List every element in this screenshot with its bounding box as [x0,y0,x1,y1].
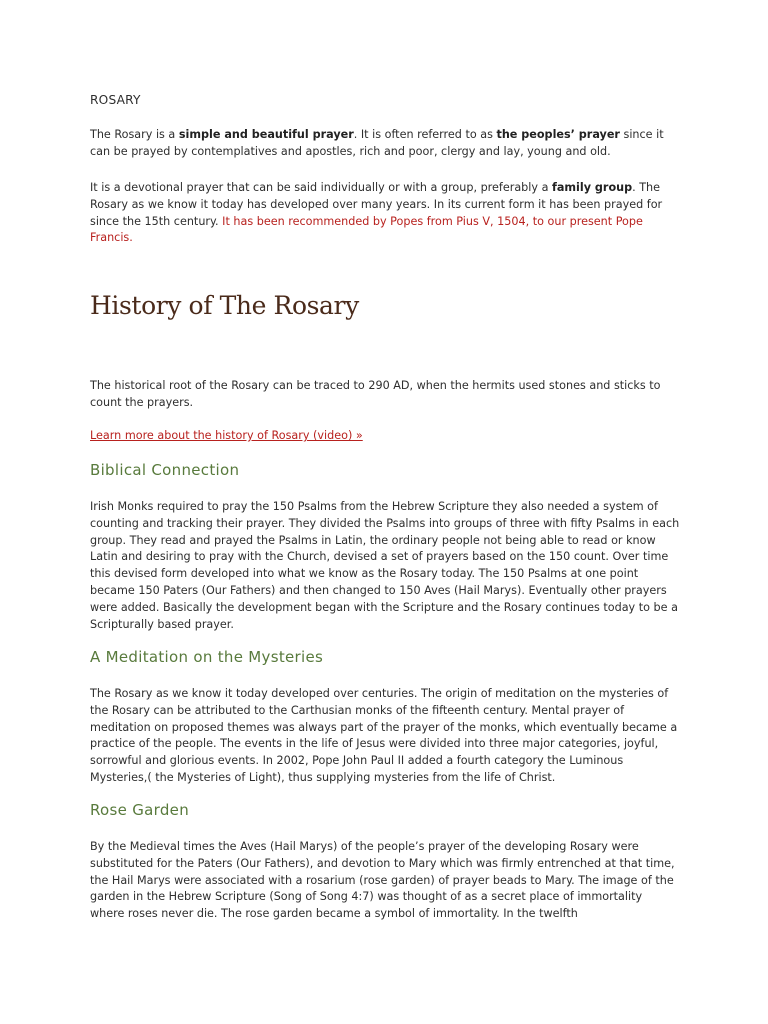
biblical-connection-paragraph: Irish Monks required to pray the 150 Psalms from the Hebrew Scripture they also needed a system of counting and tracking their prayer. They divided the Psalms into groups of three with fifty Psalms in each group. They read and prayed the Psalms in Latin, the ordinary people not being able to read or know Latin and desiring to pray with the Church, devised a set of prayers based on the 150 count. Over time this devised form developed into what we know as the Rosary today. The 150 Psalms at one point became 150 Paters (Our Fathers) and then changed to 150 Aves (Hail Marys). Eventually other prayers were added. Basically the development began with the Scripture and the Rosary continues today to be a Scripturally based prayer. [90,500,680,631]
meditation-heading: A Meditation on the Mysteries [90,648,324,666]
bold-phrase: the peoples’ prayer [496,128,620,141]
meditation-paragraph: The Rosary as we know it today developed over centuries. The origin of meditation on the mysteries of the Rosary can be attributed to the Carthusian monks of the fifteenth century. Mental prayer of meditation on proposed themes was always part of the prayer of the monks, which eventually became a practice of the people. The events in the life of Jesus were divided into three major categories, joyful, sorrowful and glorious events. In 2002, Pope John Paul II added a fourth category the Luminous Mysteries,( the Mysteries of Light), thus supplying mysteries from the life of Christ. [90,687,678,784]
intro-paragraph-2: It is a devotional prayer that can be said individually or with a group, preferably a family group. The Rosary as we know it today has developed over many years. In its current form it has been prayed for since the 15th century. It has been recommended by Popes from Pius V, 1504, to our present Pope Francis. [90,181,663,245]
bold-phrase: family group [551,181,633,194]
rose-garden-paragraph: By the Medieval times the Aves (Hail Marys) of the people’s prayer of the developing Rosary were substituted for the Paters (Our Fathers), and devotion to Mary which was firmly entrenched at that time, the Hail Marys were associated with a rosarium (rose garden) of prayer beads to Mary. The image of the garden in the Hebrew Scripture (Song of Song 4:7) was thought of as a secret place of immortality where roses never die. The rose garden became a symbol of immortality. In the twelfth [90,840,675,921]
bold-phrase: simple and beautiful prayer [178,128,354,141]
intro-paragraph-1: The Rosary is a simple and beautiful prayer. It is often referred to as the peoples’ prayer since it can be prayed by contemplatives and apostles, rich and poor, clergy and lay, young and old. [90,128,664,158]
highlighted-text: It has been recommended by Popes from Pius V, 1504, to our present Pope Francis. [90,214,643,245]
history-video-link[interactable]: Learn more about the history of Rosary (video) » [90,429,363,442]
biblical-connection-heading: Biblical Connection [90,461,240,479]
rose-garden-heading: Rose Garden [90,801,190,819]
document-title: ROSARY [90,93,141,107]
history-paragraph: The historical root of the Rosary can be traced to 290 AD, when the hermits used stones and sticks to count the prayers. [90,379,661,409]
history-heading: History of The Rosary [90,291,359,320]
